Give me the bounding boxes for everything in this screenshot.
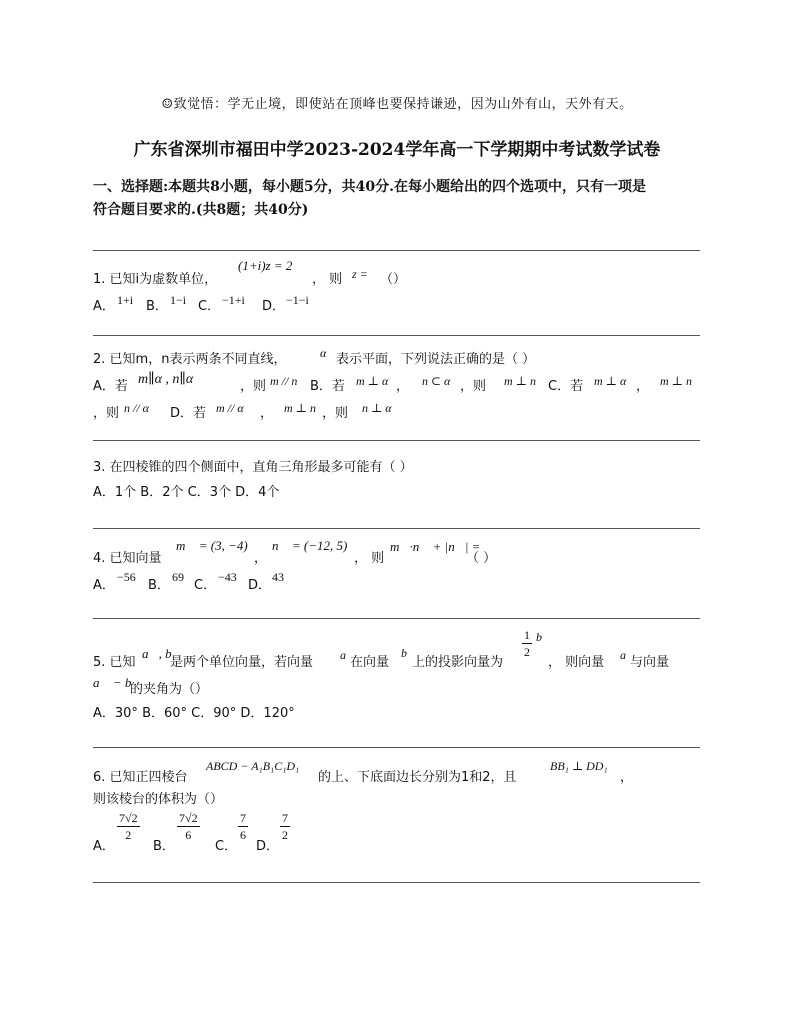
q2-b-math1: m ⊥ α [356, 374, 389, 388]
divider [93, 250, 700, 251]
q4-option-d-label: D． [248, 578, 272, 593]
q2-b-label: B．若 [310, 379, 345, 394]
q6-c-label: C． [215, 839, 238, 854]
q6-a-label: A． [93, 839, 115, 854]
q6-b-fraction [177, 810, 200, 843]
q5-stem-f: 与向量 [630, 655, 670, 670]
q5-stem-a: 5. 已知 [93, 655, 136, 670]
q2-a-label: A．若 [93, 379, 128, 394]
divider [93, 747, 700, 748]
q6-stem-b: 的上、下底面边长分别为1和2，且 [318, 770, 517, 785]
q5-stem-c: 在向量 [350, 655, 390, 670]
q5-stem-e: ， 则向量 [548, 655, 605, 670]
q4-stem-a: 4. 已知向量 [93, 551, 162, 566]
q5-stem-b: 是两个单位向量，若向量 [170, 655, 314, 670]
q1-stem-b: ， 则 [312, 272, 343, 287]
q2-d-then: ，则 [322, 406, 349, 421]
q1-stem-c: （） [380, 272, 407, 287]
q6-d-num: 7 [282, 811, 288, 825]
q5-math-a2: a⃗ [620, 648, 636, 662]
q6-d-den: 2 [282, 828, 288, 842]
q5-math-b1: b⃗ [401, 646, 417, 660]
q5-frac-num: 1 [524, 628, 530, 642]
q2-b-result: m ⊥ n [504, 374, 536, 388]
q4-math-n: n⃗ = (−12, 5) [272, 538, 348, 553]
q6-c-num: 7 [240, 811, 246, 825]
q6-d-fraction [280, 810, 290, 843]
q1-option-a-label: A． [93, 299, 115, 314]
q2-c-math2: m ⊥ n [660, 374, 692, 388]
q6-c-fraction [238, 810, 248, 843]
q4-math-ask: m⃗·n⃗ + |n⃗| = [390, 539, 481, 554]
q3-options: A．1个 B．2个 C．3个 D．4个 [93, 485, 280, 500]
q5-math-diff: a⃗ − b⃗ [93, 675, 142, 690]
q4-option-c-label: C． [194, 578, 217, 593]
q5-fraction [522, 627, 532, 660]
q4-stem-b: ， 则 [354, 551, 385, 566]
q2-stem-b: 表示平面，下列说法正确的是（ ） [336, 352, 536, 367]
q6-a-num: 7√2 [119, 811, 138, 825]
q2-b-sep: ， [396, 379, 410, 394]
q6-stem-a: 6. 已知正四棱台 [93, 770, 188, 785]
q2-c-math1: m ⊥ α [594, 374, 627, 388]
q1-option-c: −1+i [222, 293, 245, 307]
q5-stem-d: 上的投影向量为 [412, 655, 504, 670]
q6-b-label: B． [153, 839, 175, 854]
q5-math-a1: a⃗ [340, 648, 356, 662]
q4-math-m: m⃗ = (3, −4) [176, 538, 248, 553]
q6-b-num: 7√2 [179, 811, 198, 825]
q1-option-d-label: D． [262, 299, 286, 314]
q3-stem: 3. 在四棱锥的四个侧面中，直角三角形最多可能有（ ） [93, 460, 413, 475]
q2-c-then: ，则 [93, 406, 120, 421]
q2-stem-a: 2. 已知m，n表示两条不同直线， [93, 352, 287, 367]
q2-b-math2: n ⊂ α [422, 374, 451, 388]
q4-option-d: 43 [272, 570, 284, 584]
divider [93, 528, 700, 529]
q2-d-sep: ， [260, 406, 274, 421]
divider [93, 335, 700, 336]
q2-d-math1: m // α [216, 401, 244, 415]
q6-stem-c: ， [620, 770, 634, 785]
q1-option-d: −1−i [286, 293, 309, 307]
q1-option-a: 1+i [117, 293, 134, 307]
q4-option-b-label: B． [148, 578, 170, 593]
q1-option-b: 1−i [170, 293, 187, 307]
q2-d-label: D．若 [170, 406, 207, 421]
section-heading-line2: 符合题目要求的.(共8题；共40分) [93, 202, 309, 218]
q2-d-result: n ⊥ α [362, 401, 392, 415]
q6-math-perp: BB₁ ⊥ DD₁ [550, 759, 608, 773]
q6-line2: 则该棱台的体积为（） [93, 792, 224, 807]
q2-a-math: m∥α , n∥α [138, 372, 194, 387]
q4-sep: ， [254, 551, 268, 566]
divider [93, 440, 700, 441]
q2-c-sep: ， [636, 379, 650, 394]
q5-frac-den: 2 [524, 645, 530, 659]
q2-c-label: C．若 [548, 379, 584, 394]
divider [93, 882, 700, 883]
q5-stem-g: 的夹角为（） [130, 682, 209, 697]
section-heading-line1: 一、选择题:本题共8小题，每小题5分，共40分.在每小题给出的四个选项中，只有一项是 [93, 179, 647, 195]
q2-a-result: m // n [270, 374, 298, 388]
q1-option-b-label: B． [146, 299, 168, 314]
q4-option-b: 69 [172, 570, 184, 584]
q4-stem-c: （ ） [466, 551, 497, 566]
q1-math-ask: z = [352, 267, 368, 281]
page-title: 广东省深圳市福田中学2023-2024学年高一下学期期中考试数学试卷 [133, 140, 661, 160]
q5-math-ab: a⃗, b⃗ [142, 646, 182, 661]
q5-options: A．30° B．60° C．90° D．120° [93, 706, 295, 721]
q6-d-label: D． [256, 839, 280, 854]
q4-option-a-label: A． [93, 578, 115, 593]
q6-math-frustum: ABCD − A₁B₁C₁D₁ [206, 759, 300, 773]
q2-d-math2: m ⊥ n [284, 401, 316, 415]
q6-b-den: 6 [185, 828, 192, 842]
q2-math-alpha: α [320, 346, 327, 360]
q1-math-given: (1+i)z = 2 [238, 258, 293, 273]
q2-b-then: ，则 [460, 379, 487, 394]
q2-c-result: n // α [124, 401, 149, 415]
q6-c-den: 6 [240, 828, 246, 842]
q1-option-c-label: C． [198, 299, 221, 314]
q2-a-then: ，则 [240, 379, 267, 394]
q5-frac-tail: b⃗ [536, 630, 552, 644]
divider [93, 618, 700, 619]
motto: ☺致觉悟：学无止境，即使站在顶峰也要保持谦逊，因为山外有山，天外有天。 [161, 97, 633, 112]
q1-stem-a: 1. 已知i为虚数单位， [93, 272, 218, 287]
q4-option-a: −56 [117, 570, 136, 584]
q4-option-c: −43 [218, 570, 237, 584]
q6-a-den: 2 [125, 828, 132, 842]
q6-a-fraction [117, 810, 140, 843]
